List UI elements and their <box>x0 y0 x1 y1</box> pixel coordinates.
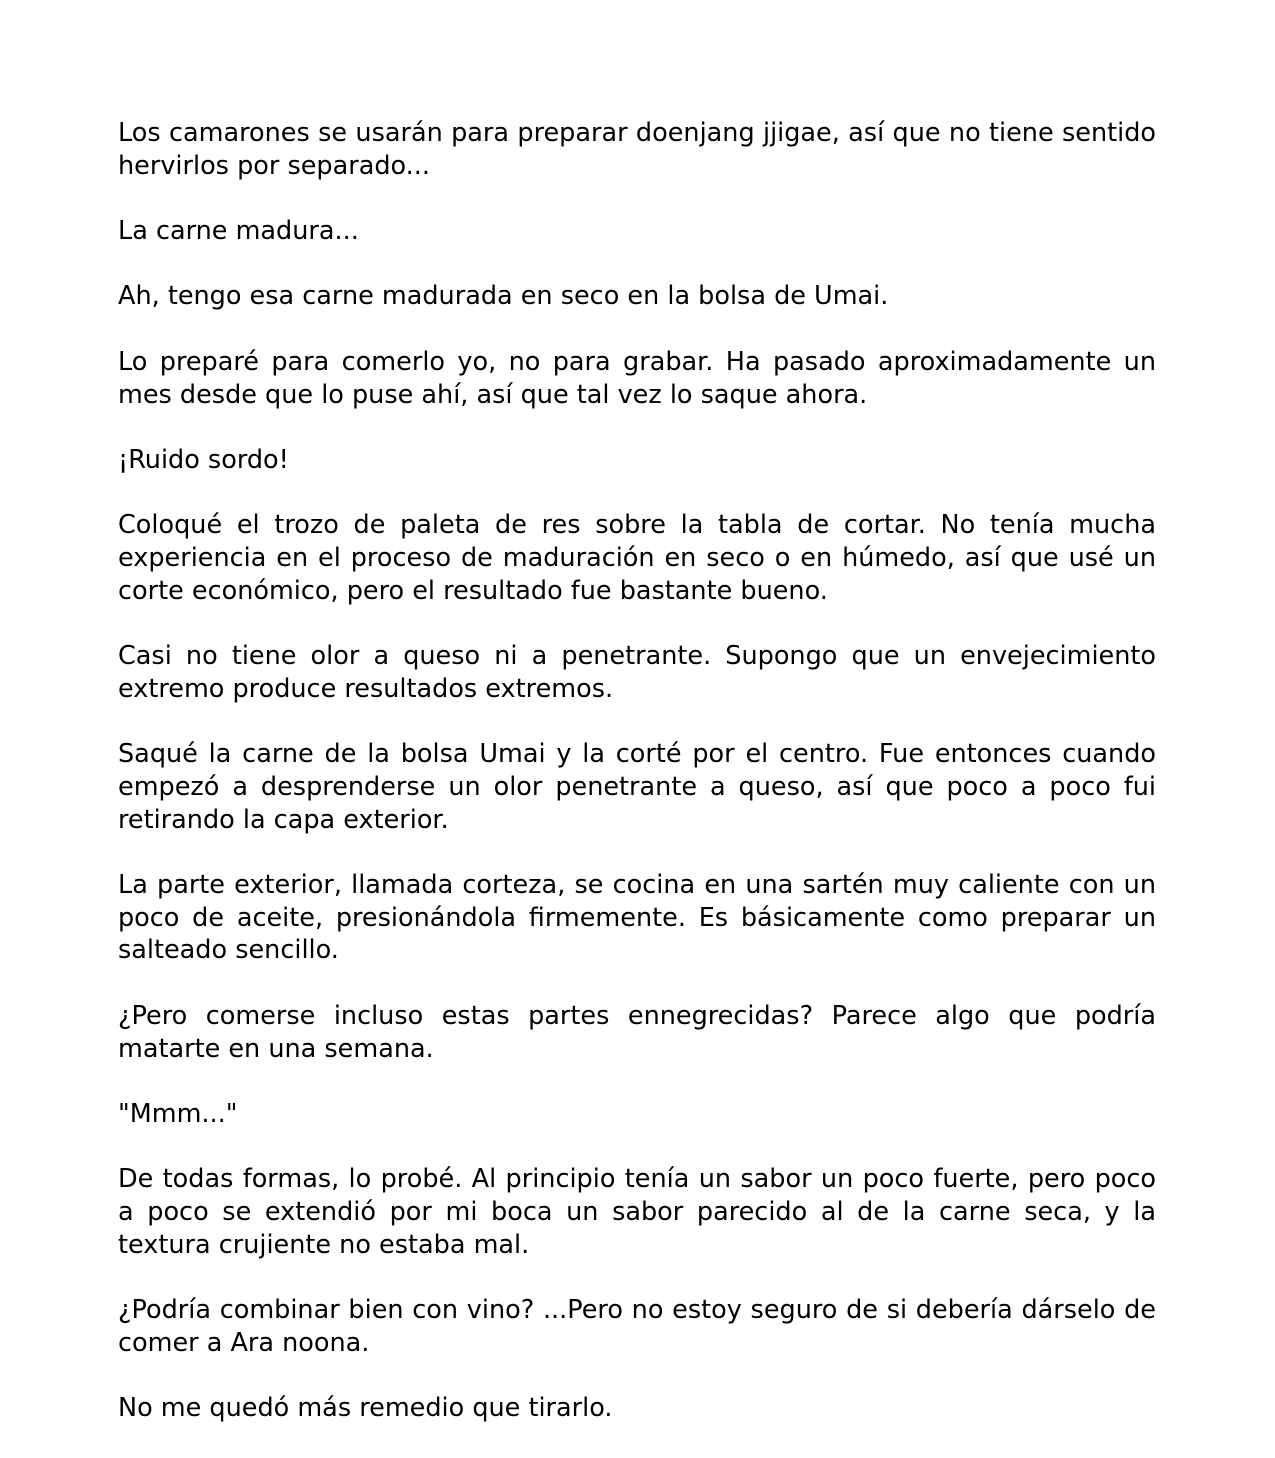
paragraph: Casi no tiene olor a queso ni a penetrante. Supongo que un envejecimiento extremo produce resultados extremos. <box>118 641 1156 704</box>
paragraph: Ah, tengo esa carne madurada en seco en la bolsa de Umai. <box>118 281 889 312</box>
paragraph: La parte exterior, llamada corteza, se cocina en una sartén muy caliente con un poco de aceite, presionándola firmemente. Es básicamente como preparar un salteado sencillo. <box>118 870 1156 966</box>
paragraph: ¡Ruido sordo! <box>118 444 289 475</box>
paragraph: La carne madura... <box>118 216 359 247</box>
paragraph: Coloqué el trozo de paleta de res sobre la tabla de cortar. No tenía mucha experiencia en el proceso de maduración en seco o en húmedo, así que usé un corte económico, pero el resultado fue bastante bueno. <box>118 510 1156 606</box>
paragraph: Lo preparé para comerlo yo, no para grabar. Ha pasado aproximadamente un mes desde que lo puse ahí, así que tal vez lo saque ahora. <box>118 346 1156 410</box>
paragraph: De todas formas, lo probé. Al principio tenía un sabor un poco fuerte, pero poco a poco se extendió por mi boca un sabor parecido al de la carne seca, y la textura crujiente no estaba mal. <box>118 1164 1156 1260</box>
document-body <box>118 117 1156 1458</box>
paragraph: ¿Pero comerse incluso estas partes ennegrecidas? Parece algo que podría matarte en una semana. <box>118 1000 1156 1064</box>
paragraph: "Mmm..." <box>118 1098 238 1129</box>
paragraph: ¿Podría combinar bien con vino? ...Pero no estoy seguro de si debería dárselo de comer a Ara noona. <box>118 1295 1156 1358</box>
paragraph: Los camarones se usarán para preparar doenjang jjigae, así que no tiene sentido hervirlos por separado... <box>118 118 1156 181</box>
paragraph: Saqué la carne de la bolsa Umai y la corté por el centro. Fue entonces cuando empezó a desprenderse un olor penetrante a queso, así que poco a poco fui retirando la capa exterior. <box>118 739 1156 835</box>
paragraph: No me quedó más remedio que tirarlo. <box>118 1393 613 1424</box>
